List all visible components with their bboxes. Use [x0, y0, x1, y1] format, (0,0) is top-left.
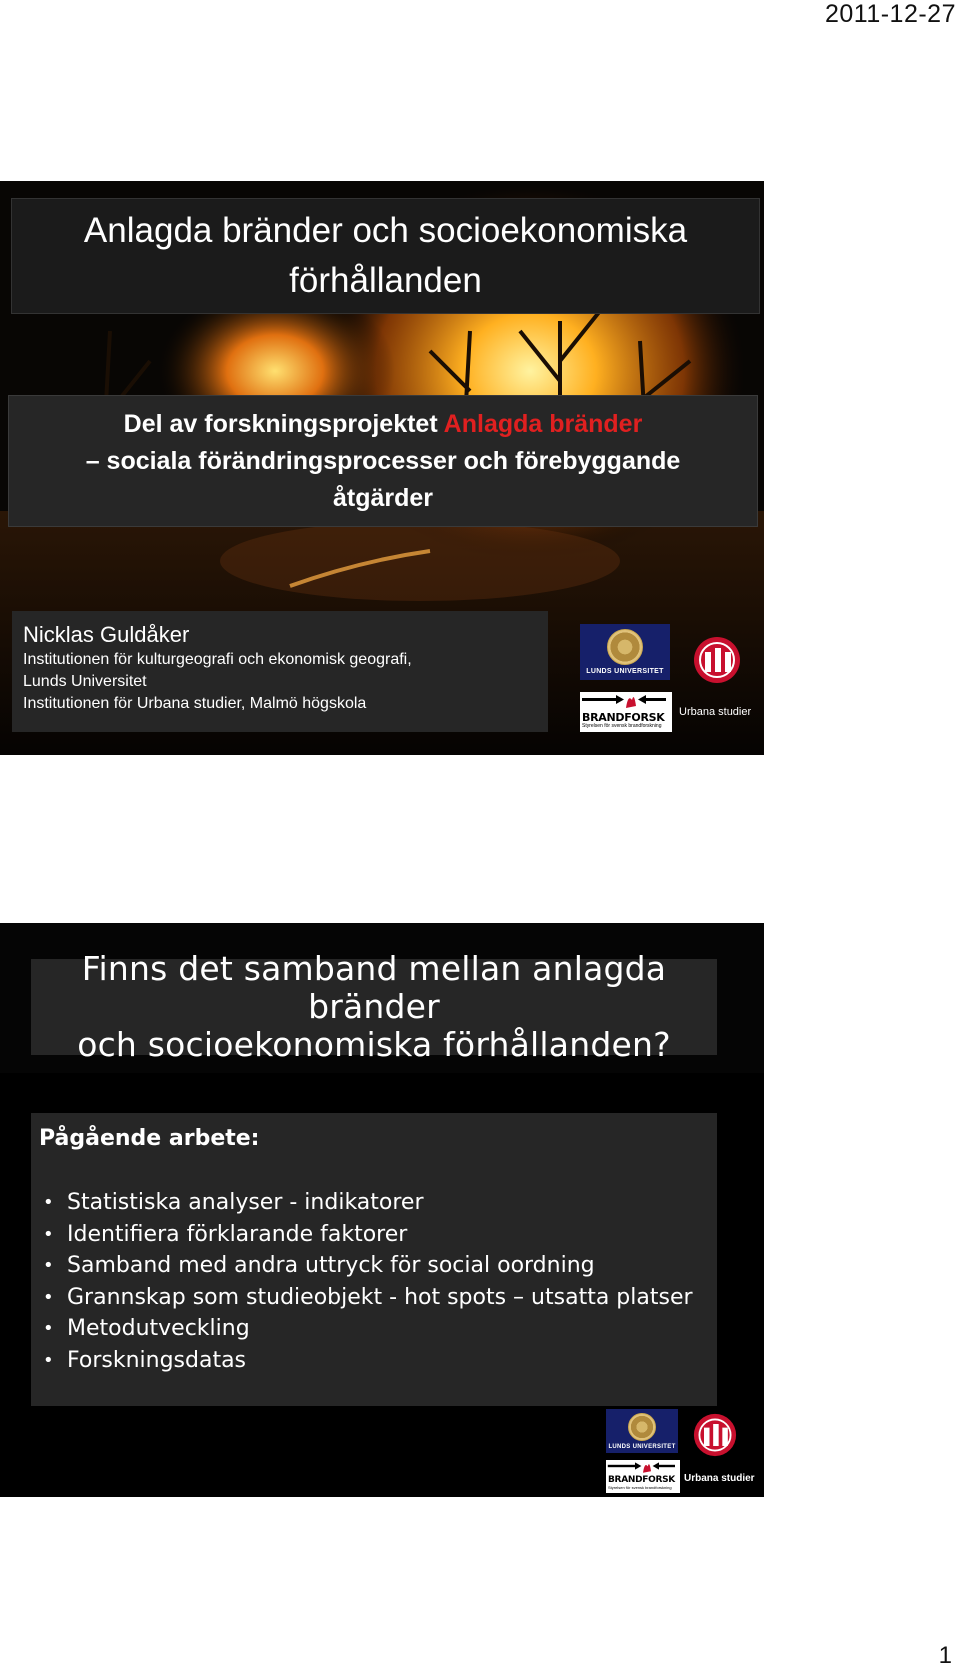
affiliation-2: Lunds Universitet [23, 673, 147, 690]
page-date: 2011-12-27 [824, 0, 956, 28]
subtitle-prefix: Del av forskningsprojektet [123, 409, 444, 438]
brandforsk-logo-subtext: Styrelsen för svensk brandforskning [582, 723, 662, 729]
author-name: Nicklas Guldåker [23, 622, 190, 647]
brandforsk-arrows-icon [580, 692, 672, 712]
bullet-list [39, 1187, 717, 1376]
page-number: 1 [938, 1642, 952, 1669]
brandforsk-arrows-icon [606, 1460, 680, 1476]
slide2-content-box [31, 1113, 717, 1406]
bullet-icon: • [43, 1286, 54, 1308]
lund-logo-text: LUNDS UNIVERSITET [608, 1443, 676, 1450]
slide-1 [0, 181, 764, 755]
bullet-item [39, 1345, 717, 1377]
bullet-text: Metodutveckling [67, 1316, 250, 1341]
bullet-text: Statistiska analyser - indikatorer [67, 1190, 424, 1215]
slide2-title-line-1: Finns det samband mellan anlagda bränder [81, 949, 667, 1026]
bullet-item [39, 1250, 717, 1282]
bullet-item [39, 1187, 717, 1219]
slide2-title-box [31, 949, 717, 1064]
author-box [12, 611, 548, 732]
affiliation-1: Institutionen för kulturgeografi och ekonomisk geografi, [23, 651, 412, 668]
subtitle-highlight: Anlagda bränder [443, 409, 643, 438]
bullet-item [39, 1219, 717, 1251]
slide-2 [0, 923, 764, 1497]
bullet-icon: • [43, 1223, 54, 1245]
malmo-hogskola-logo-icon [693, 1413, 737, 1457]
slide1-title-line-2: förhållanden [289, 261, 482, 300]
lund-seal-icon [628, 1413, 656, 1441]
bullet-icon: • [43, 1255, 54, 1276]
bullet-icon: • [43, 1192, 54, 1213]
bullet-item [39, 1282, 717, 1314]
lund-seal-icon [607, 629, 643, 665]
slide2-heading: Pågående arbete: [39, 1126, 260, 1151]
bullet-icon: • [43, 1349, 54, 1371]
slide1-title-box [11, 198, 760, 314]
brandforsk-logo [606, 1460, 680, 1493]
subtitle-line-2: – sociala förändringsprocesser och förebyggande [85, 446, 681, 475]
bullet-text: Forskningsdatas [67, 1347, 247, 1373]
lund-university-logo [580, 624, 670, 680]
brandforsk-logo-subtext: Styrelsen för svensk brandforskning [608, 1485, 672, 1490]
slide1-title-line-1: Anlagda bränder och socioekonomiska [83, 211, 688, 250]
malmo-hogskola-logo-icon [693, 636, 741, 684]
bullet-text: Grannskap som studieobjekt - hot spots – utsatta platser [67, 1284, 693, 1310]
lund-logo-text: LUNDS UNIVERSITET [586, 668, 664, 675]
brandforsk-logo [580, 692, 672, 732]
subtitle-line-1 [124, 406, 643, 443]
bullet-text: Samband med andra uttryck för social oordning [67, 1253, 595, 1278]
slide2-title-line-2: och socioekonomiska förhållanden? [77, 1025, 671, 1064]
affiliation-3: Institutionen för Urbana studier, Malmö högskola [23, 695, 367, 712]
lund-university-logo [606, 1409, 678, 1453]
urbana-studier-label: Urbana studier [684, 1473, 755, 1484]
subtitle-line-3: åtgärder [332, 483, 434, 512]
urbana-studier-label: Urbana studier [679, 706, 752, 718]
bullet-icon: • [43, 1318, 54, 1339]
bullet-text: Identifiera förklarande faktorer [67, 1221, 408, 1247]
bullet-item [39, 1313, 717, 1345]
brandforsk-logo-text: BRANDFORSK [608, 1475, 675, 1485]
brandforsk-logo-text: BRANDFORSK [582, 711, 665, 724]
slide1-subtitle-box [8, 395, 758, 527]
